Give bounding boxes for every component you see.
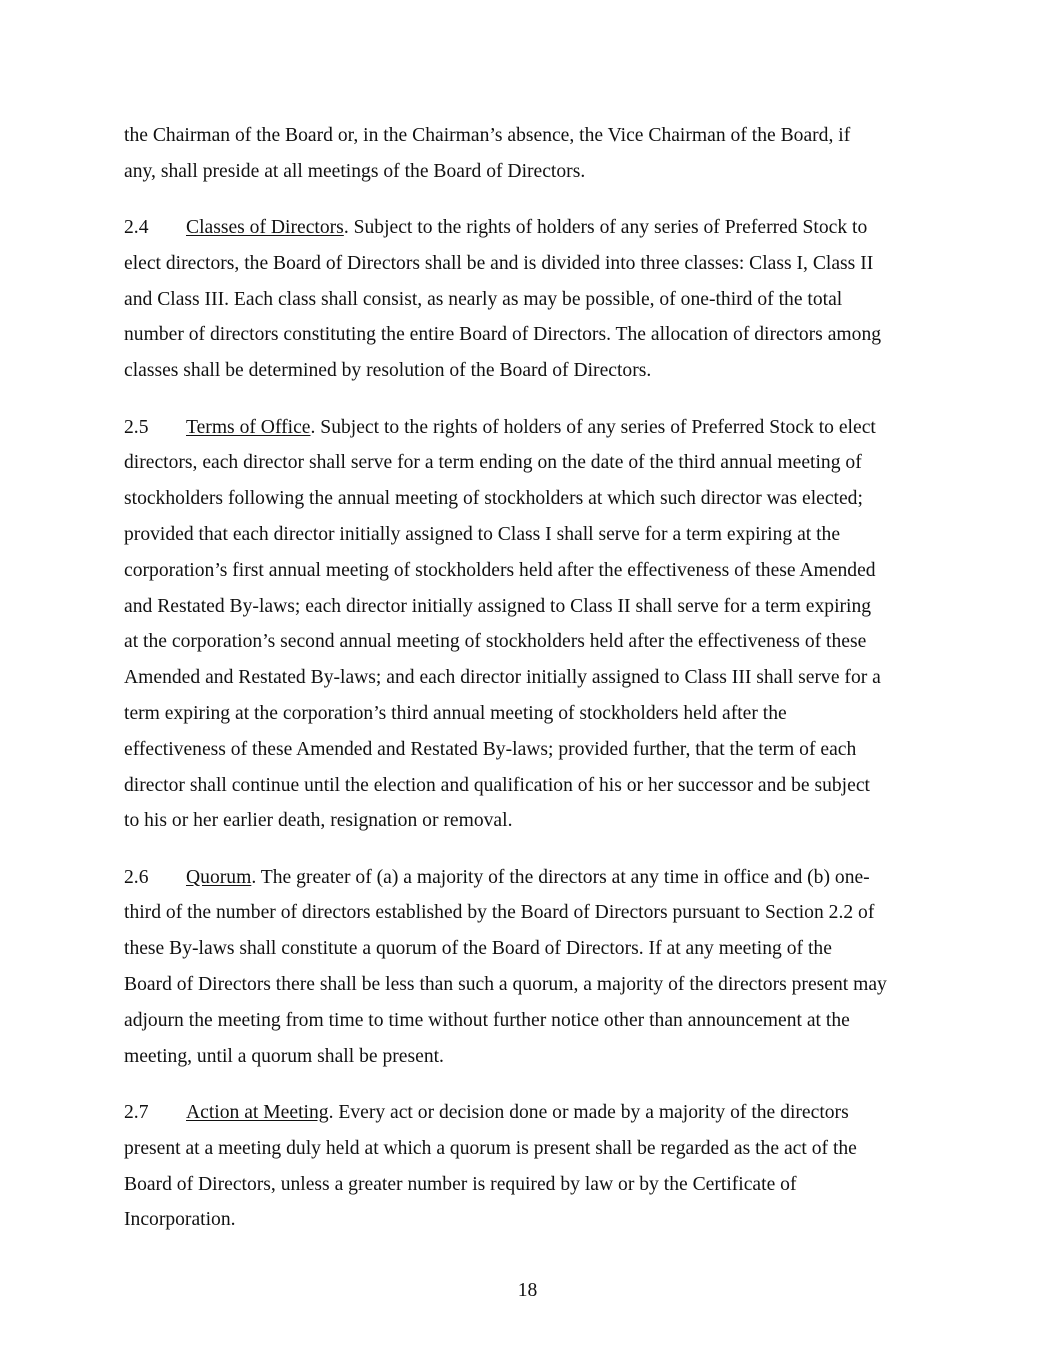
paragraph-line: effectiveness of these Amended and Restated By-laws; provided further, that the term of each bbox=[124, 738, 857, 760]
section-2-4 bbox=[124, 210, 936, 389]
paragraph-line: classes shall be determined by resolution of the Board of Directors. bbox=[124, 360, 652, 382]
section-heading: Terms of Office bbox=[186, 416, 311, 438]
paragraph-line: these By-laws shall constitute a quorum of the Board of Directors. If at any meeting of the bbox=[124, 938, 832, 960]
section-number: 2.4 bbox=[124, 217, 149, 239]
paragraph-line: provided that each director initially assigned to Class I shall serve for a term expiring at the bbox=[124, 523, 841, 545]
section-first-line bbox=[124, 1095, 936, 1131]
page-number: 18 bbox=[517, 1280, 538, 1301]
section-2-6 bbox=[124, 860, 936, 1075]
paragraph-line: Incorporation. bbox=[124, 1209, 236, 1231]
paragraph-line: number of directors constituting the entire Board of Directors. The allocation of directors among bbox=[124, 324, 882, 346]
section-heading: Classes of Directors bbox=[186, 217, 344, 239]
section-first-line-text: . Subject to the rights of holders of any series of Preferred Stock to elect bbox=[310, 416, 876, 438]
paragraph-line: corporation’s first annual meeting of stockholders held after the effectiveness of these Amended bbox=[124, 559, 876, 581]
paragraph-line: director shall continue until the election and qualification of his or her successor and be subject bbox=[124, 774, 870, 796]
paragraph-line: Amended and Restated By-laws; and each director initially assigned to Class III shall serve for a bbox=[124, 667, 881, 689]
section-number: 2.7 bbox=[124, 1101, 149, 1123]
paragraph-line: third of the number of directors established by the Board of Directors pursuant to Section 2.2 of bbox=[124, 902, 875, 924]
section-first-line bbox=[124, 210, 936, 246]
paragraph-line: and Restated By-laws; each director initially assigned to Class II shall serve for a term expiring bbox=[124, 595, 872, 617]
section-number: 2.6 bbox=[124, 866, 149, 888]
paragraph-line: elect directors, the Board of Directors shall be and is divided into three classes: Class I, Class II bbox=[124, 252, 874, 274]
section-heading: Action at Meeting bbox=[186, 1101, 329, 1123]
section-2-5 bbox=[124, 410, 936, 840]
section-heading: Quorum bbox=[186, 866, 252, 888]
paragraph-line: Board of Directors there shall be less than such a quorum, a majority of the directors present may bbox=[124, 974, 887, 996]
paragraph-line: and Class III. Each class shall consist, as nearly as may be possible, of one-third of the total bbox=[124, 288, 843, 310]
section-first-line-text: . The greater of (a) a majority of the directors at any time in office and (b) one- bbox=[251, 866, 870, 888]
paragraph-line: to his or her earlier death, resignation or removal. bbox=[124, 810, 513, 832]
section-2-7 bbox=[124, 1095, 936, 1238]
paragraph-line: directors, each director shall serve for a term ending on the date of the third annual meeting of bbox=[124, 452, 862, 474]
section-number: 2.5 bbox=[124, 416, 149, 438]
section-first-line bbox=[124, 410, 936, 446]
document-body bbox=[124, 118, 936, 1259]
section-first-line bbox=[124, 860, 936, 896]
section-first-line-text: . Subject to the rights of holders of any series of Preferred Stock to bbox=[343, 217, 868, 239]
continuation-paragraph bbox=[124, 118, 936, 190]
paragraph-line: any, shall preside at all meetings of the Board of Directors. bbox=[124, 160, 586, 182]
paragraph-line: term expiring at the corporation’s third annual meeting of stockholders held after the bbox=[124, 702, 787, 724]
paragraph-line: at the corporation’s second annual meeting of stockholders held after the effectiveness of these bbox=[124, 631, 867, 653]
section-first-line-text: . Every act or decision done or made by a majority of the directors bbox=[328, 1101, 849, 1123]
paragraph-line: the Chairman of the Board or, in the Chairman’s absence, the Vice Chairman of the Board, if bbox=[124, 125, 851, 146]
paragraph-line: adjourn the meeting from time to time without further notice other than announcement at the bbox=[124, 1009, 850, 1031]
paragraph-line: stockholders following the annual meeting of stockholders at which such director was elected; bbox=[124, 488, 863, 510]
paragraph-line: meeting, until a quorum shall be present. bbox=[124, 1045, 444, 1067]
paragraph-line: Board of Directors, unless a greater number is required by law or by the Certificate of bbox=[124, 1173, 797, 1195]
paragraph-line: present at a meeting duly held at which a quorum is present shall be regarded as the act of the bbox=[124, 1137, 857, 1159]
